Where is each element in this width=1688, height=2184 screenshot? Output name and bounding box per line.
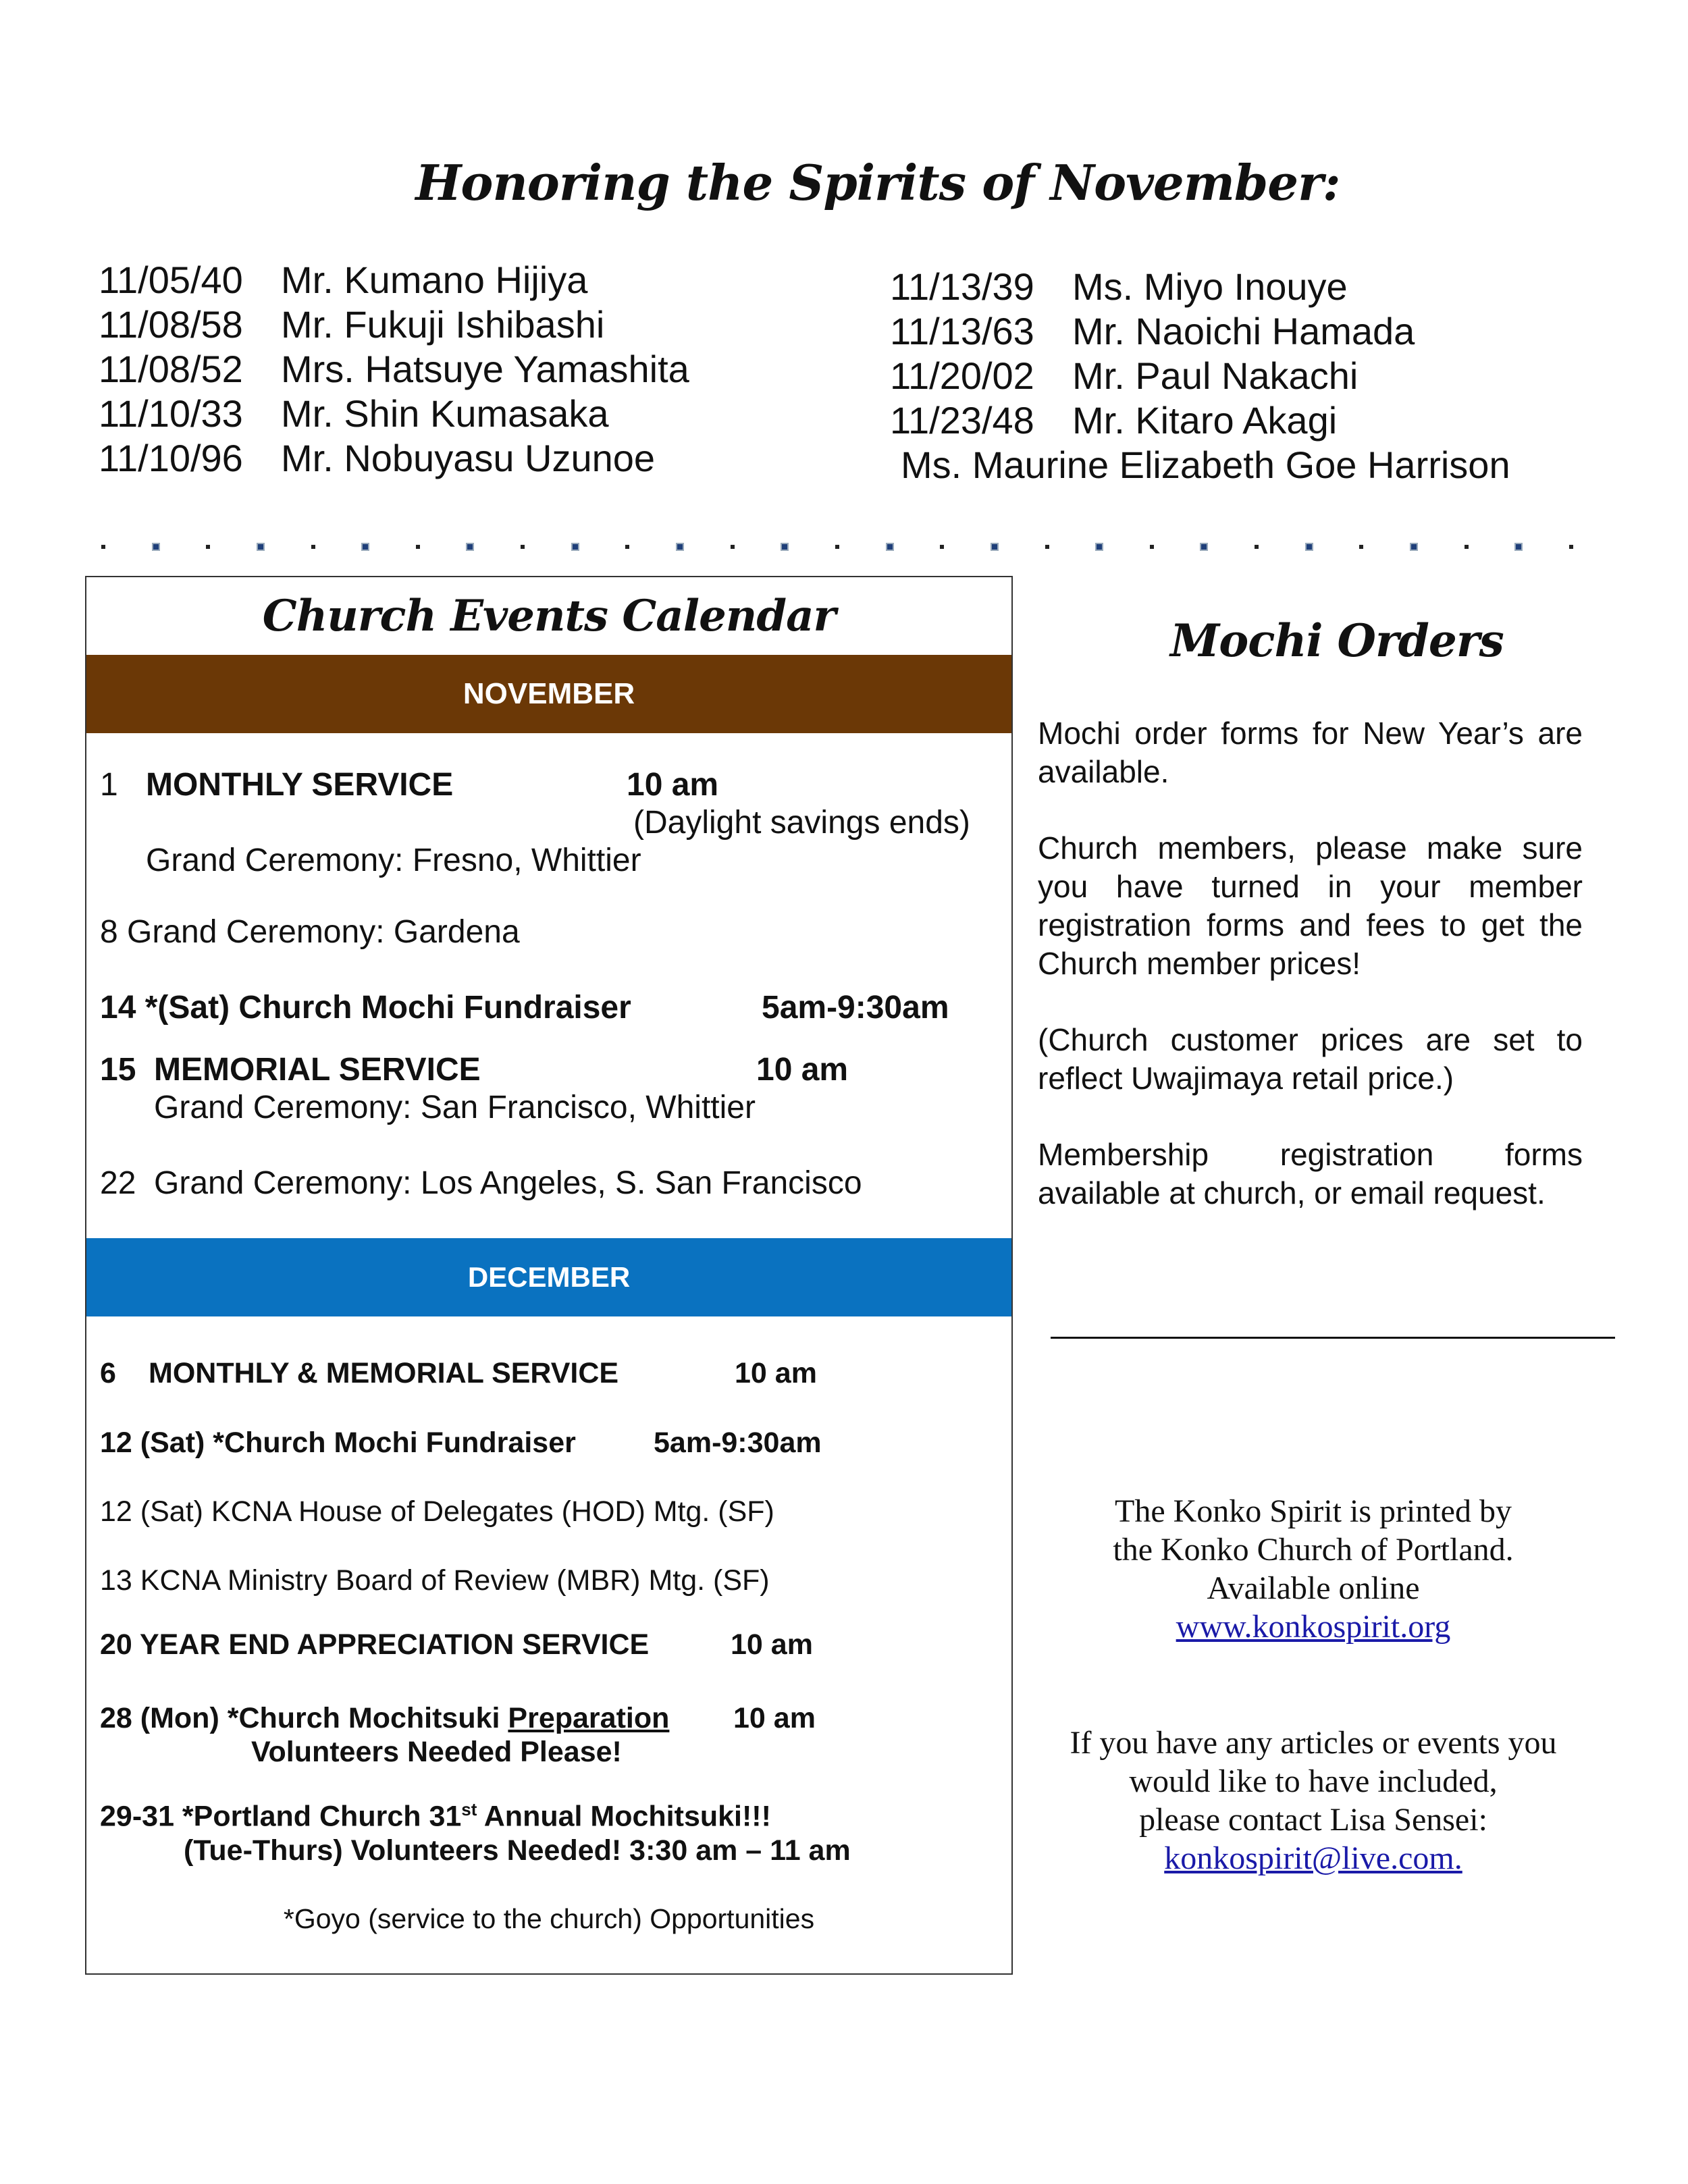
spirit-name: Mr. Kitaro Akagi [1072, 399, 1338, 442]
mochi-paragraph: Church members, please make sure you have turned in your member registration forms and fees to get the Church member prices! [1038, 830, 1583, 981]
divider-dot [625, 545, 629, 549]
divider-dot [1150, 545, 1154, 549]
event-time: 10 am [627, 767, 719, 803]
divider-dot [731, 545, 735, 549]
church-events-calendar [85, 576, 1013, 1975]
divider-square [991, 543, 999, 551]
spirit-date: 11/23/48 [890, 399, 1034, 442]
spirit-name: Mr. Nobuyasu Uzunoe [281, 437, 656, 479]
event-title: 20 YEAR END APPRECIATION SERVICE [100, 1628, 650, 1661]
divider-square [257, 543, 265, 551]
event-time: 5am-9:30am [762, 990, 949, 1026]
divider-dot [1359, 545, 1363, 549]
divider-dot [311, 545, 315, 549]
event-detail: Grand Ceremony: San Francisco, Whittier [154, 1090, 756, 1125]
event-title-text: Annual Mochitsuki!!! [477, 1800, 771, 1833]
event-item: 13 KCNA Ministry Board of Review (MBR) Mtg. (SF) [100, 1564, 770, 1597]
spirit-date: 11/10/96 [99, 437, 243, 479]
event-title [100, 1799, 771, 1833]
spirit-date: 11/13/63 [890, 310, 1034, 352]
event-item: 8 Grand Ceremony: Gardena [100, 914, 520, 950]
divider-dot [101, 545, 105, 549]
event-title: MONTHLY & MEMORIAL SERVICE [149, 1357, 619, 1389]
divider-dot [1569, 545, 1573, 549]
divider-square [361, 543, 369, 551]
ordinal-suffix: st [461, 1799, 477, 1819]
divider-square [1410, 543, 1418, 551]
spirit-name: Mr. Kumano Hijiya [281, 259, 588, 301]
spirit-row [890, 398, 1510, 443]
event-detail: Volunteers Needed Please! [251, 1736, 622, 1768]
note-line: The Konko Spirit is printed by [1115, 1493, 1512, 1529]
divider-dot [206, 545, 210, 549]
spirit-date: 11/13/39 [890, 265, 1034, 308]
event-title: 14 *(Sat) Church Mochi Fundraiser [100, 990, 631, 1026]
email-link[interactable]: konkospirit@live.com. [1164, 1840, 1462, 1876]
event-title: MONTHLY SERVICE [146, 767, 454, 803]
spirit-name: Mrs. Hatsuye Yamashita [281, 348, 689, 390]
divider-dot [1045, 545, 1049, 549]
spirits-list-left [99, 258, 689, 481]
mochi-orders-title: Mochi Orders [1170, 614, 1504, 667]
note-line: If you have any articles or events you [1070, 1725, 1557, 1761]
note-line: please contact Lisa Sensei: [1139, 1802, 1487, 1838]
spirit-name: Mr. Fukuji Ishibashi [281, 303, 605, 346]
spirit-name: Ms. Miyo Inouye [1072, 265, 1348, 308]
divider-square [1305, 543, 1313, 551]
event-title-text: 29-31 *Portland Church 31 [100, 1800, 462, 1833]
divider-dot [416, 545, 420, 549]
printed-by-note [1013, 1492, 1614, 1646]
divider-square [571, 543, 579, 551]
event-day: 15 [100, 1052, 136, 1088]
website-link[interactable]: www.konkospirit.org [1176, 1609, 1451, 1645]
event-title [100, 1702, 669, 1735]
event-item: 12 (Sat) KCNA House of Delegates (HOD) Mtg. (SF) [100, 1495, 774, 1528]
divider-square [676, 543, 684, 551]
spirit-name: Ms. Maurine Elizabeth Goe Harrison [901, 444, 1510, 486]
divider-square [466, 543, 474, 551]
event-time: 5am-9:30am [654, 1427, 822, 1459]
spirits-list-right [890, 265, 1510, 487]
event-day: 22 [100, 1165, 136, 1201]
event-detail: (Tue-Thurs) Volunteers Needed! 3:30 am – 11 am [184, 1834, 851, 1867]
spirit-row [890, 443, 1510, 487]
divider-dot [940, 545, 944, 549]
divider-square [152, 543, 160, 551]
spirit-name: Mr. Shin Kumasaka [281, 392, 609, 435]
mochi-paragraph: (Church customer prices are set to reflect Uwajimaya retail price.) [1038, 1022, 1583, 1096]
event-note: (Daylight savings ends) [633, 805, 970, 841]
event-day: 6 [100, 1357, 116, 1389]
spirit-name: Mr. Paul Nakachi [1072, 354, 1359, 397]
spirit-date: 11/20/02 [890, 354, 1034, 397]
event-time: 10 am [733, 1702, 816, 1734]
divider-dot [835, 545, 839, 549]
event-title: 12 (Sat) *Church Mochi Fundraiser [100, 1427, 576, 1459]
mochi-paragraph: Membership registration forms [1038, 1137, 1583, 1172]
spirit-date: 11/08/58 [99, 303, 243, 346]
divider-dot [1255, 545, 1259, 549]
event-detail: Grand Ceremony: Fresno, Whittier [146, 843, 641, 878]
calendar-footnote: *Goyo (service to the church) Opportunities [283, 1903, 815, 1934]
spirit-row [99, 392, 689, 436]
mochi-paragraph: available at church, or email request. [1038, 1175, 1546, 1210]
event-detail: Grand Ceremony: Los Angeles, S. San Francisco [154, 1165, 862, 1201]
decorative-dot-divider [101, 540, 1573, 554]
spirit-row [99, 436, 689, 481]
event-time: 10 am [756, 1052, 849, 1088]
event-title: MEMORIAL SERVICE [154, 1052, 481, 1088]
note-line: the Konko Church of Portland. [1113, 1532, 1514, 1568]
note-line: would like to have included, [1129, 1763, 1498, 1799]
spirit-name: Mr. Naoichi Hamada [1072, 310, 1415, 352]
spirit-row [890, 309, 1510, 354]
mochi-paragraph: Mochi order forms for New Year’s are available. [1038, 716, 1583, 789]
spirit-row [99, 302, 689, 347]
december-header: DECEMBER [86, 1238, 1011, 1316]
divider-square [886, 543, 894, 551]
divider-dot [1465, 545, 1469, 549]
honoring-title: Honoring the Spirits of November: [415, 154, 1340, 211]
november-header: NOVEMBER [86, 655, 1011, 733]
spirit-date: 11/10/33 [99, 392, 243, 435]
spirit-date: 11/05/40 [99, 259, 243, 301]
spirit-row [890, 354, 1510, 398]
divider-square [1095, 543, 1103, 551]
spirit-row [99, 347, 689, 392]
event-time: 10 am [735, 1357, 817, 1389]
divider-square [781, 543, 789, 551]
calendar-title: Church Events Calendar [262, 591, 836, 641]
spirit-row [99, 258, 689, 302]
note-line: Available online [1207, 1570, 1420, 1606]
event-title-text: 28 (Mon) *Church Mochitsuki [100, 1702, 508, 1734]
spirit-date: 11/08/52 [99, 348, 243, 390]
contact-note [1013, 1724, 1614, 1877]
spirit-row [890, 265, 1510, 309]
horizontal-rule [1051, 1337, 1615, 1339]
divider-dot [521, 545, 525, 549]
divider-square [1514, 543, 1523, 551]
event-time: 10 am [731, 1628, 813, 1661]
event-day: 1 [100, 767, 118, 803]
event-title-underlined: Preparation [508, 1702, 670, 1734]
divider-square [1200, 543, 1208, 551]
